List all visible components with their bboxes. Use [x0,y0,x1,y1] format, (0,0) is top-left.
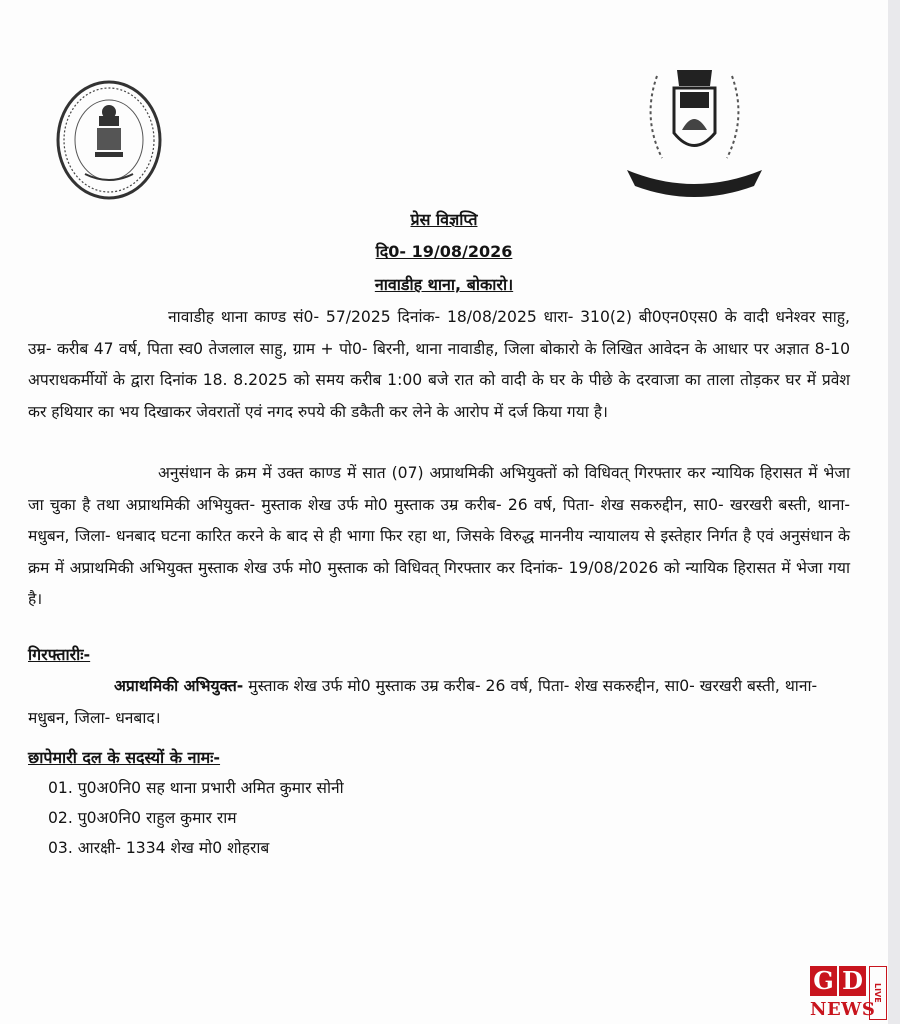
team-member: 02. पु0अ0नि0 राहुल कुमार राम [48,809,237,827]
logo-letter-g: G [810,966,837,996]
gd-news-live-logo [810,966,890,1022]
right-edge-bar [888,0,900,1024]
gd-letters [810,966,868,996]
arrest-heading: गिरफ्तारीः- [28,645,91,664]
jharkhand-government-seal-icon [55,78,163,202]
logo-letter-d: D [839,966,866,996]
team-member: 03. आरक्षी- 1334 शेख मो0 शोहराब [48,839,270,857]
investigation-paragraph: अनुसंधान के क्रम में उक्त काण्ड में सात (07) अप्राथमिकी अभियुक्तों को विधिवत् गिरफ्तार कर न्यायिक हिरासत में भेजा जा चुका है तथा अप्राथमिकी अभियुक्त- मुस्ताक शेख उर्फ मो0 मुस्ताक उम्र करीब- 26 वर्ष, पिता- शेख सकरुद्दीन, सा0- खरखरी बस्ती, थाना- मधुबन, जिला- धनबाद घटना कारित करने के बाद से ही भागा फिर रहा था, जिसके विरुद्ध माननीय न्यायालय से इस्तेहार निर्गत है एवं अनुसंधान के क्रम में अप्राथमिकी अभियुक्त मुस्ताक शेख उर्फ मो0 मुस्ताक को विधिवत् गिरफ्तार कर दिनांक- 19/08/2026 को न्यायिक हिरासत में भेजा गया है। [28,464,850,608]
police-station-line: नावाडीह थाना, बोकारो। [374,275,514,294]
arrest-text: मुस्ताक शेख उर्फ मो0 मुस्ताक उम्र करीब- 26 वर्ष, पिता- शेख सकरुद्दीन, सा0- खरखरी बस्ती, थाना- मधुबन, जिला- धनबाद। [28,677,818,727]
jharkhand-police-emblem-icon [622,58,767,198]
logo-live-tag: LIVE [869,966,887,1020]
arrest-label: अप्राथमिकी अभियुक्त- [114,677,244,695]
case-paragraph: नावाडीह थाना काण्ड सं0- 57/2025 दिनांक- 18/08/2025 धारा- 310(2) बी0एन0एस0 के वादी धनेश्वर साहु, उम्र- करीब 47 वर्ष, पिता स्व0 तेजलाल साहु, ग्राम + पो0- बिरनी, थाना नावाडीह, जिला बोकारो के लिखित आवेदन के आधार पर अज्ञात 8-10 अपराधकर्मीयों के द्वारा दिनांक 18. 8.2025 को समय करीब 1:00 बजे रात को वादी के घर के पीछे के दरवाजा का ताला तोड़कर घर में प्रवेश कर हथियार का भय दिखाकर जेवरातों एवं नगद रुपये की डकैती कर लेने के आरोप में दर्ज किया गया है। [28,308,850,421]
raid-team-heading: छापेमारी दल के सदस्यों के नामः- [28,748,221,767]
team-member: 01. पु0अ0नि0 सह थाना प्रभारी अमित कुमार सोनी [48,779,344,797]
arrest-details [28,670,850,734]
release-date: दि0- 19/08/2026 [375,242,513,261]
logo-news-word: NEWS [810,999,876,1020]
press-release-title: प्रेस विज्ञप्ति [410,210,478,229]
